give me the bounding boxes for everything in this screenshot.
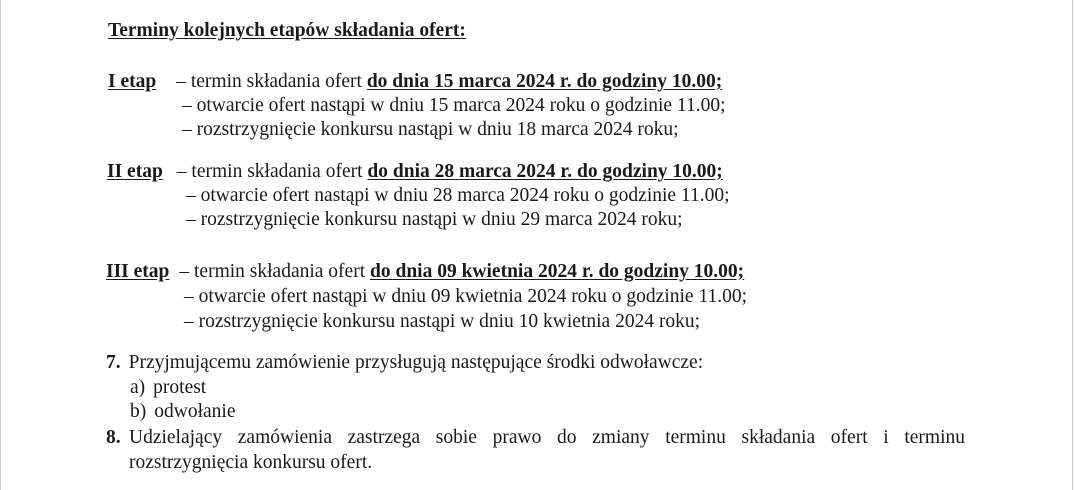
item-7-number: 7. xyxy=(106,352,121,373)
page-edge-right xyxy=(1072,0,1073,490)
item-7-option-b-marker: b) xyxy=(130,401,147,422)
item-7-option-b-text: odwołanie xyxy=(154,401,236,422)
item-7-text: Przyjmującemu zamówienie przysługują następujące środki odwoławcze: xyxy=(128,352,704,373)
item-7-option-b xyxy=(130,401,235,423)
item-8-line-2: rozstrzygnięcia konkursu ofert. xyxy=(129,452,373,473)
item-7 xyxy=(106,352,703,374)
stage-3-resolution: – rozstrzygnięcie konkursu nastąpi w dniu 10 kwietnia 2024 roku; xyxy=(184,311,701,332)
item-8-number-wrap xyxy=(106,427,121,449)
page-edge-left xyxy=(0,0,1,490)
item-7-option-a-marker: a) xyxy=(130,377,146,398)
stage-2-resolution: – rozstrzygnięcie konkursu nastąpi w dniu 29 marca 2024 roku; xyxy=(186,209,683,230)
stage-1-submission-line xyxy=(108,71,722,93)
stage-2-label: II etap xyxy=(107,161,163,182)
stage-1-opening: – otwarcie ofert nastąpi w dniu 15 marca 2024 roku o godzinie 11.00; xyxy=(182,95,726,116)
stage-2-submission-prefix: – termin składania ofert xyxy=(176,161,368,182)
stage-3-label: III etap xyxy=(106,261,170,282)
item-7-option-a xyxy=(130,377,206,399)
section-heading: Terminy kolejnych etapów składania ofert: xyxy=(108,20,466,41)
stage-3-submission-deadline: do dnia 09 kwietnia 2024 r. do godziny 10.00; xyxy=(370,261,745,282)
item-8-line-1: Udzielający zamówienia zastrzega sobie prawo do zmiany terminu składania ofert i terminu xyxy=(129,427,965,448)
stage-3-submission-line xyxy=(106,261,744,283)
stage-1-submission-deadline: do dnia 15 marca 2024 r. do godziny 10.00; xyxy=(366,71,723,92)
stage-2-opening: – otwarcie ofert nastąpi w dniu 28 marca 2024 roku o godzinie 11.00; xyxy=(186,185,730,206)
stage-1-resolution: – rozstrzygnięcie konkursu nastąpi w dniu 18 marca 2024 roku; xyxy=(182,119,679,140)
stage-1-label: I etap xyxy=(108,71,157,92)
stage-2-submission-line xyxy=(107,161,723,183)
stage-3-submission-prefix: – termin składania ofert xyxy=(179,261,370,282)
stage-1-submission-prefix: – termin składania ofert xyxy=(176,71,367,92)
stage-3-opening: – otwarcie ofert nastąpi w dniu 09 kwietnia 2024 roku o godzinie 11.00; xyxy=(184,286,748,307)
stage-2-submission-deadline: do dnia 28 marca 2024 r. do godziny 10.00; xyxy=(367,161,723,182)
item-7-option-a-text: protest xyxy=(153,377,207,398)
item-8-number: 8. xyxy=(106,427,121,448)
